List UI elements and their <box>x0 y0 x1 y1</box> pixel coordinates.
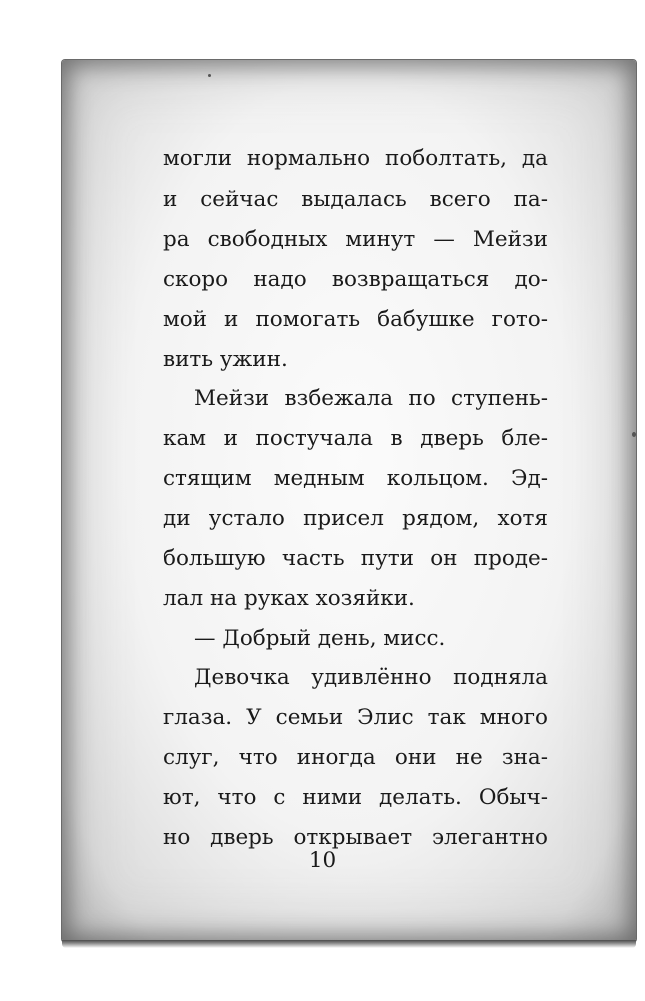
text-line: вить ужин. <box>163 347 288 372</box>
text-line: Мейзи взбежала по ступень- <box>194 386 548 411</box>
text-line: ют, что с ними делать. Обыч- <box>163 785 548 810</box>
text-line: ди устало присел рядом, хотя <box>163 506 548 531</box>
text-line: большую часть пути он проде- <box>163 546 548 571</box>
text-line: мой и помогать бабушке гото- <box>163 307 548 332</box>
text-line: скоро надо возвращаться до- <box>163 267 548 292</box>
text-line: но дверь открывает элегантно <box>163 825 548 850</box>
page-number: 10 <box>308 848 337 873</box>
text-line: Девочка удивлённо подняла <box>194 665 548 690</box>
text-line: кам и постучала в дверь бле- <box>163 426 548 451</box>
text-line: стящим медным кольцом. Эд- <box>163 466 548 491</box>
text-line: могли нормально поболтать, да <box>163 146 548 171</box>
text-line: и сейчас выдалась всего па- <box>163 187 548 212</box>
text-line: лал на руках хозяйки. <box>163 586 415 611</box>
paper-speck <box>208 74 211 77</box>
text-line: глаза. У семьи Элис так много <box>163 705 548 730</box>
text-line: — Добрый день, мисс. <box>194 626 446 651</box>
text-line: слуг, что иногда они не зна- <box>163 745 548 770</box>
text-line: ра свободных минут — Мейзи <box>163 227 548 252</box>
paper-speck <box>632 432 636 437</box>
